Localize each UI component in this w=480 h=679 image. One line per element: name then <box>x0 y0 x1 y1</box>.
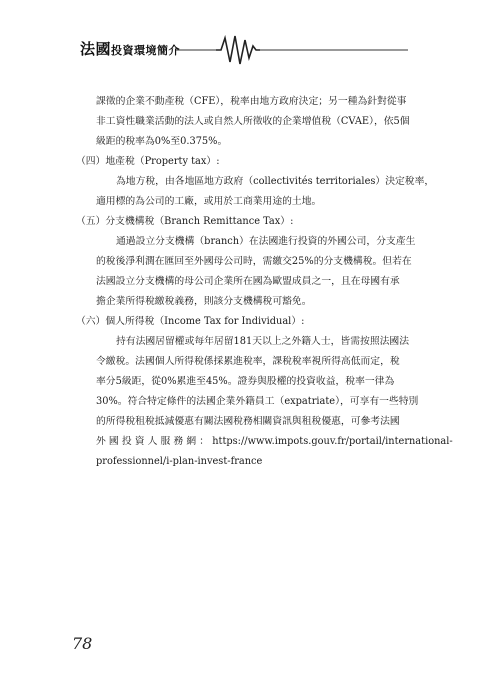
section-branch-remittance-tax <box>76 212 416 312</box>
section-line: 的所得稅租稅抵減優惠有關法國稅務相關資訊與租稅優惠，可參考法國 <box>96 416 400 427</box>
section-line: 率分5級距，從0%累進至45%。證券與股權的投資收益，稅率一律為 <box>96 376 395 387</box>
intro-line-3: 級距的稅率為0%至0.375%。 <box>96 136 228 147</box>
section-line: 持有法國居留權或每年居留181天以上之外籍人士，皆需按照法國法 <box>116 336 410 347</box>
section-line: 的稅後淨利潤在匯回至外國母公司時，需繳交25%的分支機構稅。但若在 <box>96 256 412 267</box>
header-waveform-rule <box>0 0 480 70</box>
section-line-link[interactable]: 外 國 投 資 人 服 務 網 ： https://www.impots.gouv.fr/portail/international- <box>96 436 453 447</box>
section-line: 為地方稅，由各地區地方政府（collectivités territoriales）決定稅率， <box>116 176 435 187</box>
section-property-tax <box>76 152 435 212</box>
section-line: 適用標的為公司的工廠，或用於工商業用途的土地。 <box>96 196 322 207</box>
section-income-tax <box>76 312 453 472</box>
section-heading: （四）地產稅（Property tax）: <box>76 156 220 167</box>
section-heading: （五）分支機構稅（Branch Remittance Tax）: <box>76 216 294 227</box>
section-line: 30%。符合特定條件的法國企業外籍員工（expatriate），可享有一些特別 <box>96 396 419 407</box>
intro-paragraph <box>86 92 416 152</box>
section-heading: （六）個人所得稅（Income Tax for Individual）: <box>76 316 305 327</box>
page-body <box>76 92 453 472</box>
header-title-subtitle: 投資環境簡介 <box>111 44 181 57</box>
section-line: 令繳稅。法國個人所得稅係採累進稅率，課稅稅率視所得高低而定，稅 <box>96 356 400 367</box>
header-zigzag-icon <box>216 36 260 64</box>
intro-line-1: 課徵的企業不動產稅（CFE），稅率由地方政府決定；另一種為針對從事 <box>96 96 407 107</box>
page-header <box>0 0 480 70</box>
intro-line-2: 非工資性職業活動的法人或自然人所徵收的企業增值稅（CVAE），依5個 <box>96 116 410 127</box>
section-line: 擔企業所得稅繳稅義務，則該分支機構稅可豁免。 <box>96 296 312 307</box>
header-title-country: 法國 <box>80 40 112 58</box>
section-line-link[interactable]: professionnel/i-plan-invest-france <box>96 456 263 467</box>
section-line: 法國設立分支機構的母公司企業所在國為歐盟成員之一，且在母國有承 <box>96 276 400 287</box>
section-line: 通過設立分支機構（branch）在法國進行投資的外國公司，分支產生 <box>116 236 416 247</box>
page-number: 78 <box>72 634 93 653</box>
